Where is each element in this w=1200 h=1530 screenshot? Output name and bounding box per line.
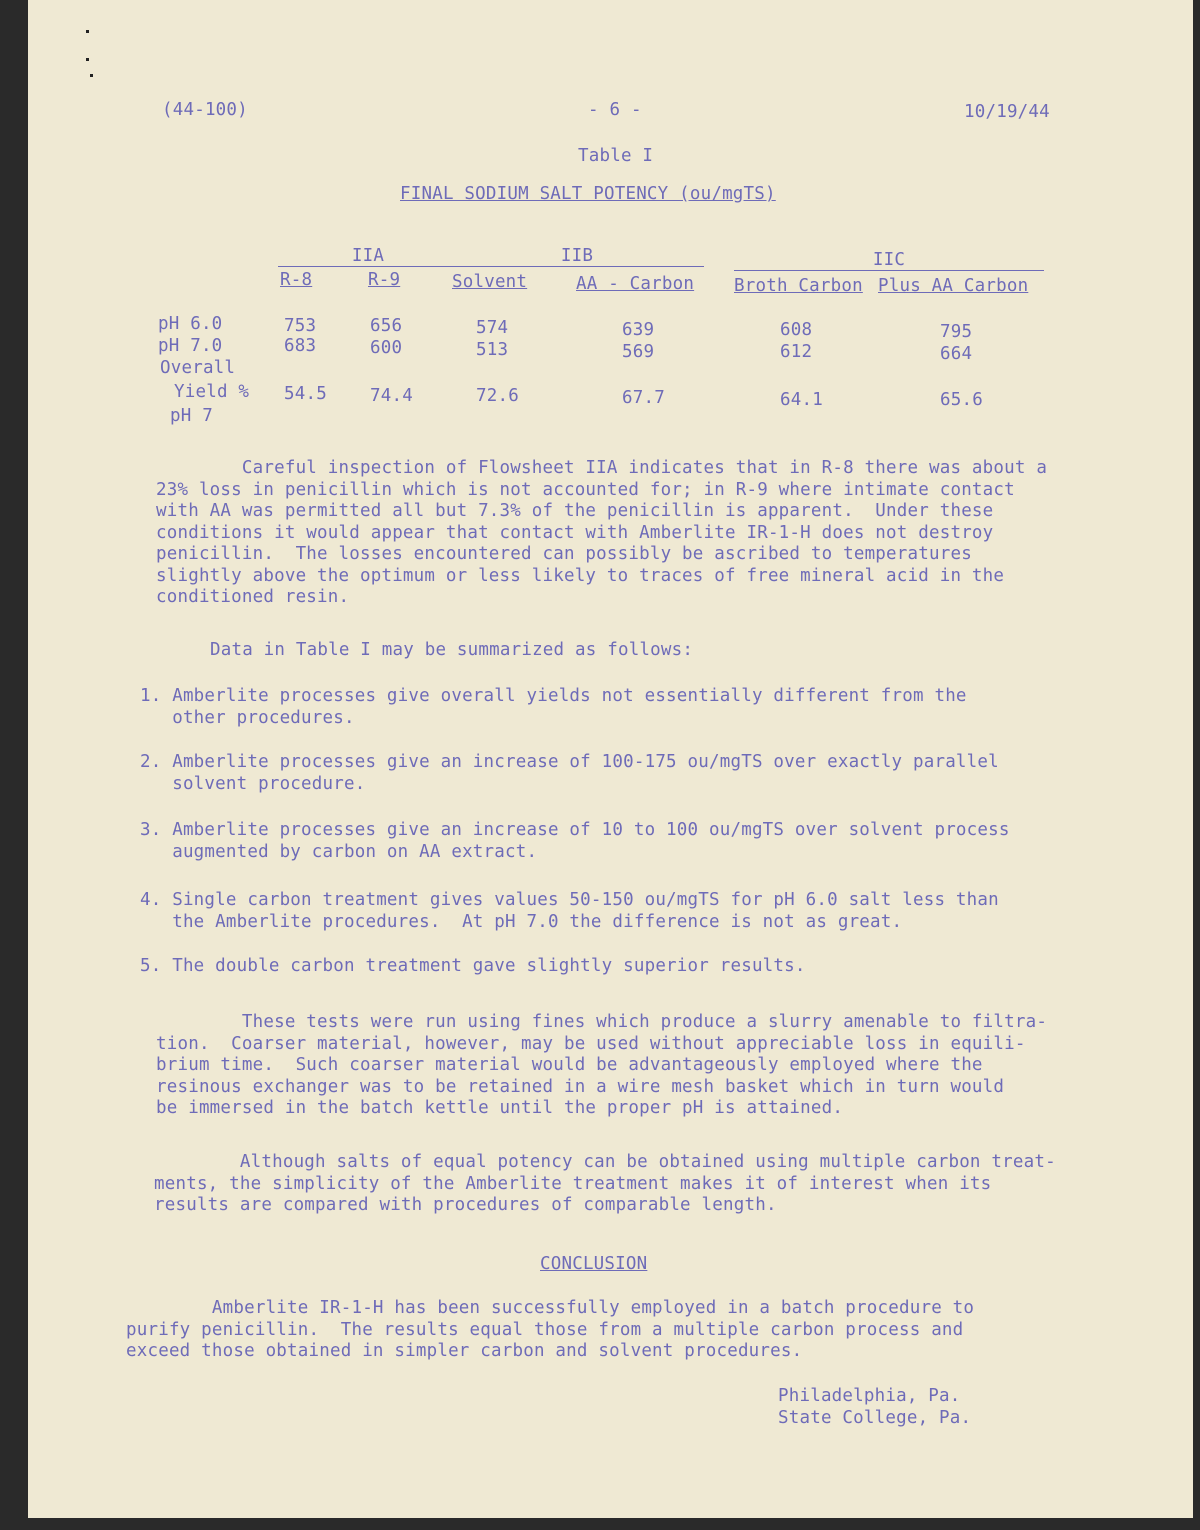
table-cell: 72.6 bbox=[476, 386, 519, 406]
group-header-iia: IIA bbox=[351, 246, 385, 266]
table-label: Table I bbox=[578, 146, 654, 166]
list-item: 3. Amberlite processes give an increase of 10 to 100 ou/mgTS over solvent process augmented by carbon on AA extract. bbox=[140, 820, 1010, 862]
row-label: Overall bbox=[160, 358, 236, 378]
table-cell: 64.1 bbox=[780, 390, 823, 410]
location-line: Philadelphia, Pa. bbox=[778, 1386, 961, 1406]
table-cell: 600 bbox=[370, 338, 403, 358]
table-cell: 795 bbox=[940, 322, 973, 342]
table-cell: 54.5 bbox=[284, 384, 327, 404]
group-header-iib: IIB bbox=[560, 246, 594, 266]
group-rule bbox=[734, 270, 1044, 271]
group-header-iic: IIC bbox=[872, 250, 906, 270]
column-header: AA - Carbon bbox=[576, 274, 695, 294]
column-header: Broth Carbon bbox=[734, 276, 863, 296]
column-header: R-9 bbox=[368, 270, 401, 290]
margin-mark bbox=[86, 58, 89, 61]
row-label: pH 6.0 bbox=[158, 314, 223, 334]
group-rule bbox=[278, 266, 456, 267]
table-cell: 513 bbox=[476, 340, 509, 360]
row-label: pH 7 bbox=[170, 406, 213, 426]
margin-mark bbox=[86, 30, 89, 33]
table-cell: 74.4 bbox=[370, 386, 413, 406]
paragraph: Amberlite IR-1-H has been successfully employed in a batch procedure to purify penicillin. The results equal those from a multiple carbon process and exceed those obtained in simpler carbon and solvent procedures. bbox=[126, 1298, 975, 1361]
table-cell: 574 bbox=[476, 318, 509, 338]
table-cell: 664 bbox=[940, 344, 973, 364]
table-cell: 753 bbox=[284, 316, 317, 336]
list-item: 1. Amberlite processes give overall yields not essentially different from the other procedures. bbox=[140, 686, 967, 728]
column-header: Solvent bbox=[452, 272, 528, 292]
table-cell: 639 bbox=[622, 320, 655, 340]
group-rule bbox=[450, 266, 704, 267]
table-title: FINAL SODIUM SALT POTENCY (ou/mgTS) bbox=[400, 184, 776, 204]
row-label: pH 7.0 bbox=[158, 336, 223, 356]
document-date: 10/19/44 bbox=[964, 102, 1050, 122]
table-cell: 65.6 bbox=[940, 390, 983, 410]
table-cell: 612 bbox=[780, 342, 813, 362]
page-number: - 6 - bbox=[588, 100, 642, 120]
summary-intro: Data in Table I may be summarized as follows: bbox=[210, 640, 694, 660]
list-item: 5. The double carbon treatment gave slightly superior results. bbox=[140, 956, 806, 976]
table-cell: 656 bbox=[370, 316, 403, 336]
column-header: Plus AA Carbon bbox=[878, 276, 1029, 296]
list-item: 2. Amberlite processes give an increase of 100-175 ou/mgTS over exactly parallel solvent procedure. bbox=[140, 752, 999, 794]
doc-number: (44-100) bbox=[162, 100, 248, 120]
document-page bbox=[28, 0, 1193, 1518]
table-cell: 608 bbox=[780, 320, 813, 340]
row-label: Yield % bbox=[174, 382, 250, 402]
list-item: 4. Single carbon treatment gives values 50-150 ou/mgTS for pH 6.0 salt less than the Amberlite procedures. At pH 7.0 the difference is not as great. bbox=[140, 890, 999, 932]
paragraph: Careful inspection of Flowsheet IIA indicates that in R-8 there was about a 23% loss in penicillin which is not accounted for; in R-9 where intimate contact with AA was permitted all but 7.3% of the penicillin is apparent. Under these conditions it would appear that contact with Amberlite IR-1-H does not destroy penicillin. The losses encountered can possibly be ascribed to temperatures slightly above the optimum or less likely to traces of free mineral acid in the conditioned resin. bbox=[156, 458, 1048, 607]
paragraph: Although salts of equal potency can be obtained using multiple carbon treat- ments, the simplicity of the Amberlite treatment makes it of interest when its results are compared with procedures of comparable length. bbox=[154, 1152, 1056, 1215]
column-header: R-8 bbox=[280, 270, 313, 290]
location-line: State College, Pa. bbox=[778, 1408, 972, 1428]
table-cell: 683 bbox=[284, 336, 317, 356]
table-cell: 569 bbox=[622, 342, 655, 362]
table-cell: 67.7 bbox=[622, 388, 665, 408]
margin-mark bbox=[90, 74, 93, 77]
section-heading: CONCLUSION bbox=[540, 1254, 648, 1274]
paragraph: These tests were run using fines which produce a slurry amenable to filtra- tion. Coarser material, however, may be used without appreciable loss in equili- brium time. Such coarser material would be advantageously employed where the resinous exchanger was to be retained in a wire mesh basket which in turn would be immersed in the batch kettle until the proper pH is attained. bbox=[156, 1012, 1048, 1118]
